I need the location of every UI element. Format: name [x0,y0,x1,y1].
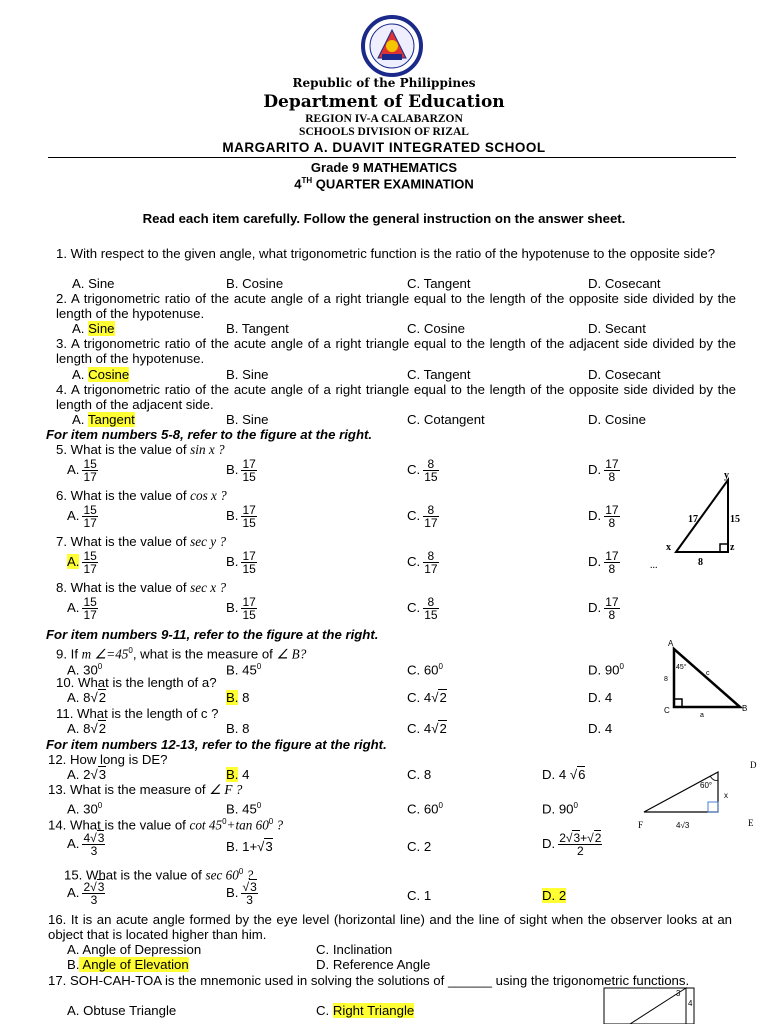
q10-choice-c: C. 4√2 [407,690,447,705]
question-5: 5. What is the value of sin x ? [56,442,225,457]
region-line: REGION IV-A CALABARZON [305,113,463,125]
answer-highlight: Sine [88,321,115,336]
section-note-5-8: For item numbers 5-8, refer to the figure at the right. [46,427,373,442]
answer-highlight: B. [226,690,239,705]
q15-choice-b: B. $\frac{√3}{3}$ [226,880,257,907]
fig2-label-a: a [700,712,704,719]
q12-choice-a: A. 2√3 [67,767,107,782]
q16-choice-b: B. Angle of Elevation [67,957,189,972]
q12-choice-b: B. 4 [226,767,250,782]
q9-choice-a: A. $30^0$ [67,662,103,678]
q8-choice-c: C. $\frac{8}{15}$ [407,595,438,622]
q17-choice-c: C. Right Triangle [316,1003,415,1018]
q7-choice-d: D. $\frac{17}{8}$ [588,549,619,576]
deped-seal-icon [352,14,432,78]
q9-choice-c: C. $60^0$ [407,662,443,678]
q3-choice-b: B. Sine [226,367,269,382]
question-2: 2. A trigonometric ratio of the acute angle of a right triangle equal to the length of the opposite side divided by the length of the hypotenuse. [56,291,736,321]
q8-choice-b: B. $\frac{17}{15}$ [226,595,256,622]
question-7: 7. What is the value of sec y ? [56,534,227,549]
fig1-label-y: y [724,470,729,481]
q3-choice-c: C. Tangent [407,367,471,382]
question-13: 13. What is the measure of ∠ F ? [48,782,243,797]
fig3-label-e: E [748,818,754,828]
header-divider [48,157,736,158]
q1-choice-a: A. Sine [72,276,115,291]
q11-choice-d: D. 4 [588,721,613,736]
q4-choice-d: D. Cosine [588,412,646,427]
q9-choice-d: D. $90^0$ [588,662,624,678]
q7-choice-c: C. $\frac{8}{17}$ [407,549,438,576]
q5-choice-c: C. $\frac{8}{15}$ [407,457,438,484]
q17-choice-a: A. Obtuse Triangle [67,1003,177,1018]
q3-choice-d: D. Cosecant [588,367,661,382]
fig4-label-3: 3 [676,989,681,998]
q5-choice-a: A. $\frac{15}{17}$ [67,457,97,484]
q16-choice-c: C. Inclination [316,942,393,957]
section-note-9-11: For item numbers 9-11, refer to the figure at the right. [46,627,379,642]
question-17: 17. SOH-CAH-TOA is the mnemonic used in solving the solutions of ______ using the trigonometric functions. [48,973,690,988]
q2-choice-d: D. Secant [588,321,646,336]
q4-choice-a: A. Tangent [72,412,135,427]
q13-choice-d: D. $90^0$ [542,801,578,817]
fig1-label-x: x [666,542,671,553]
q6-choice-d: D. $\frac{17}{8}$ [588,503,619,530]
instruction: Read each item carefully. Follow the general instruction on the answer sheet. [142,211,626,226]
answer-highlight: Right Triangle [332,1003,415,1018]
fig4-label-4: 4 [688,999,693,1008]
q1-choice-d: D. Cosecant [588,276,661,291]
question-6: 6. What is the value of cos x ? [56,488,227,503]
fig1-label-opp: 15 [730,514,740,525]
fig1-label-hyp: 17 [688,514,698,525]
question-8: 8. What is the value of sec x ? [56,580,227,595]
question-16: 16. It is an acute angle formed by the eye level (horizontal line) and the line of sight when the observer looks at an object that is located higher than him. [48,912,732,942]
triangle-figure-abc [660,637,752,721]
q14-choice-c: C. 2 [407,839,432,854]
q15-choice-d [542,888,566,903]
q2-choice-a: A. Sine [72,321,115,336]
division-line: SCHOOLS DIVISION OF RIZAL [299,126,469,138]
fig3-label-d: D [750,760,757,770]
q9-choice-b: B. $45^0$ [226,662,262,678]
q1-choice-b: B. Cosine [226,276,284,291]
question-9: 9. If m $\angle=45^0$, what is the measure of ∠ B? [56,646,307,662]
triangle-figure-bottom [600,982,700,1024]
q13-choice-a: A. $30^0$ [67,801,103,817]
fig1-dots: ... [650,560,658,571]
q12-choice-d: D. 4 √6 [542,767,586,782]
q4-choice-c: C. Cotangent [407,412,485,427]
q10-choice-d: D. 4 [588,690,613,705]
answer-highlight: A. [67,553,80,569]
q8-choice-d: D. $\frac{17}{8}$ [588,595,619,622]
fig3-label-x: x [724,791,728,800]
republic-line: Republic of the Philippines [292,76,476,90]
q15-choice-c: C. 1 [407,888,432,903]
fig2-label-side8: 8 [664,676,668,683]
department-title: Department of Education [263,92,505,112]
q10-choice-b: B. 8 [226,690,250,705]
q7-choice-a: A. $\frac{15}{17}$ [67,549,97,576]
fig2-label-b-vertex: B [742,704,748,713]
q14-choice-d: D. $\frac{2√3+√2}{2}$ [542,831,602,858]
fig2-label-c: c [706,670,710,677]
question-1: 1. With respect to the given angle, what trigonometric function is the ratio of the hypotenuse to the opposite side? [56,246,716,261]
q3-choice-a: A. Cosine [72,367,130,382]
fig2-label-a-vertex: A [668,639,674,648]
fig1-label-adj: 8 [698,557,703,568]
fig3-label-f: F [638,820,644,830]
section-note-12-13: For item numbers 12-13, refer to the figure at the right. [46,737,387,752]
fig3-label-angle: 60° [700,781,713,790]
q13-choice-c: C. $60^0$ [407,801,443,817]
q5-choice-b: B. $\frac{17}{15}$ [226,457,256,484]
q6-choice-a: A. $\frac{15}{17}$ [67,503,97,530]
q16-choice-a: A. Angle of Depression [67,942,202,957]
q8-choice-a: A. $\frac{15}{17}$ [67,595,97,622]
subject-line: Grade 9 MATHEMATICS [310,160,458,175]
quarter-line: 4TH QUARTER EXAMINATION [294,176,474,192]
q6-choice-b: B. $\frac{17}{15}$ [226,503,256,530]
fig2-label-angle: 45° [676,664,687,671]
q7-choice-b: B. $\frac{17}{15}$ [226,549,256,576]
fig2-label-c-vertex: C [664,706,670,715]
q16-choice-d: D. Reference Angle [316,957,431,972]
question-15: 15. What is the value of $\sec 60^0$ ? [64,867,254,883]
answer-highlight: Cosine [88,367,130,382]
q2-choice-c: C. Cosine [407,321,465,336]
answer-highlight: D. 2 [542,888,567,903]
q1-choice-c: C. Tangent [407,276,471,291]
q14-choice-a: A. $\frac{4√3}{3}$ [67,831,105,858]
question-12: 12. How long is DE? [48,752,168,767]
q2-choice-b: B. Tangent [226,321,289,336]
triangle-figure-xyz [648,466,748,574]
q14-choice-b: B. 1+√3 [226,839,273,854]
answer-highlight: Tangent [87,412,135,427]
q15-choice-a: A. $\frac{2√3}{3}$ [67,880,105,907]
q5-choice-d: D. $\frac{17}{8}$ [588,457,619,484]
question-10: 10. What is the length of a? [56,675,217,690]
school-name: MARGARITO A. DUAVIT INTEGRATED SCHOOL [222,140,546,155]
answer-highlight: Angle of Elevation [79,957,189,972]
q12-choice-c: C. 8 [407,767,432,782]
q11-choice-a: A. 8√2 [67,721,107,736]
q11-choice-c: C. 4√2 [407,721,447,736]
fig1-label-z: z [730,542,735,553]
answer-highlight: B. [226,767,239,782]
q10-choice-a: A. 8√2 [67,690,107,705]
question-14: 14. What is the value of $\cot 45^0+\tan$ $60^0$ ? [48,817,284,833]
q4-choice-b: B. Sine [226,412,269,427]
q13-choice-b: B. $45^0$ [226,801,262,817]
question-3: 3. A trigonometric ratio of the acute angle of a right triangle equal to the length of the adjacent side divided by the length of the hypotenuse. [56,336,736,366]
q11-choice-b: B. 8 [226,721,250,736]
question-11: 11. What is the length of c ? [56,706,219,721]
question-4: 4. A trigonometric ratio of the acute angle of a right triangle equal to the length of the opposite side divided by the length of the adjacent side. [56,382,736,412]
fig3-label-base: 4√3 [676,821,690,830]
q6-choice-c: C. $\frac{8}{17}$ [407,503,438,530]
triangle-figure-def [632,756,762,836]
